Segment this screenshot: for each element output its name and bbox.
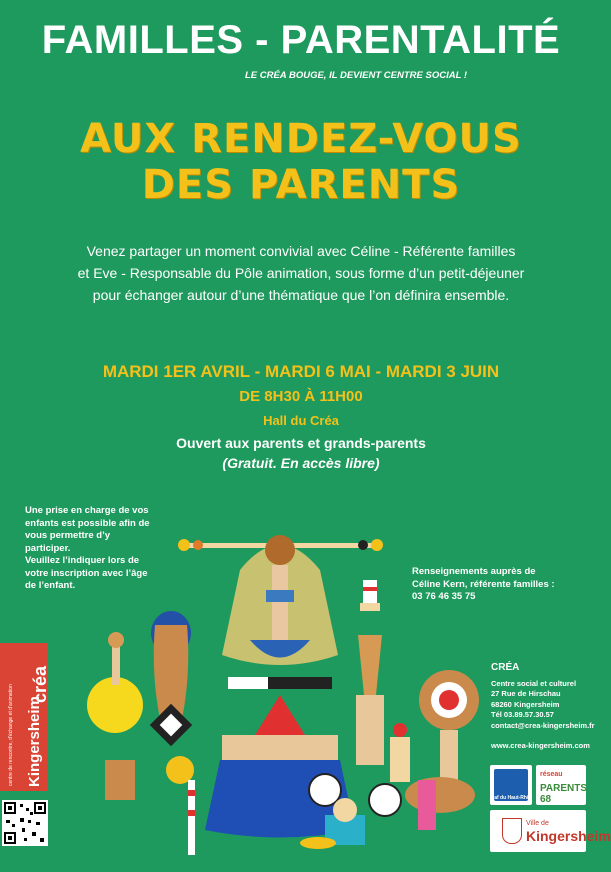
qr-code-icon[interactable]	[2, 800, 48, 846]
ville-logo-text: Ville de	[526, 820, 549, 827]
info-phone[interactable]: 03 76 46 35 75	[412, 591, 476, 602]
contact-name: CRÉA	[491, 662, 520, 673]
childcare-line: vous permettre d’y	[25, 530, 110, 541]
childcare-line: Veuillez l’indiquer lors de	[25, 555, 140, 566]
reseau-logo-name: PARENTS 68	[540, 783, 588, 805]
childcare-line: Une prise en charge de vos	[25, 505, 149, 516]
crea-tagline: centre de rencontre, d’échange et d’animation	[8, 684, 14, 786]
ville-kingersheim-logo	[490, 810, 611, 852]
wooden-toys-illustration	[80, 525, 480, 855]
info-line: Céline Kern, référente familles :	[412, 578, 555, 590]
website-link[interactable]: www.crea-kingersheim.com	[491, 741, 590, 750]
intro-line-3: pour échanger autour d’une thématique que l’on définira ensemble.	[92, 287, 510, 303]
contact-block	[491, 662, 601, 753]
reseau-parents-logo	[536, 765, 586, 805]
info-line: Renseignements auprès de	[412, 566, 536, 577]
event-dates: MARDI 1ER AVRIL - MARDI 6 MAI - MARDI 3 JUIN	[102, 362, 500, 381]
event-price: (Gratuit. En accès libre)	[222, 455, 380, 471]
headline-line-2: DES PARENTS	[141, 162, 461, 208]
intro-line-1: Venez partager un moment convivial avec Céline - Référente familles	[86, 243, 516, 259]
crea-logo-name: Kingersheim	[26, 696, 43, 787]
childcare-line: votre inscription avec l’âge	[25, 567, 148, 579]
contact-phone[interactable]: Tél 03.89.57.30.57	[491, 710, 554, 719]
childcare-line: enfants est possible afin de	[25, 517, 150, 529]
event-place: Hall du Créa	[263, 413, 339, 428]
reseau-logo-text: réseau	[540, 771, 563, 778]
headline-line-1: AUX RENDEZ-VOUS	[80, 116, 522, 162]
event-hours: DE 8H30 À 11H00	[239, 388, 363, 405]
caf-logo-text: Caf du Haut-Rhin	[490, 795, 532, 801]
caf-logo	[490, 765, 532, 805]
ville-logo-name: Kingersheim	[526, 828, 611, 844]
contact-line: Centre social et culturel	[491, 678, 577, 688]
childcare-line: participer.	[25, 542, 71, 554]
intro-line-2: et Eve - Responsable du Pôle animation, sous forme d’un petit-déjeuner	[77, 265, 525, 281]
event-audience: Ouvert aux parents et grands-parents	[176, 435, 426, 451]
poster-title: FAMILLES - PARENTALITÉ	[41, 18, 561, 62]
contact-line: 68260 Kingersheim	[491, 699, 560, 709]
contact-line: 27 Rue de Hirschau	[491, 689, 561, 698]
poster-subtitle: LE CRÉA BOUGE, IL DEVIENT CENTRE SOCIAL !	[244, 70, 468, 81]
crea-logo-mark: créa	[30, 665, 50, 703]
crea-logo	[0, 643, 48, 791]
childcare-line: de l’enfant.	[25, 580, 76, 591]
kingersheim-shield-icon	[502, 818, 522, 844]
contact-email-link[interactable]: contact@crea-kingersheim.fr	[491, 720, 595, 730]
